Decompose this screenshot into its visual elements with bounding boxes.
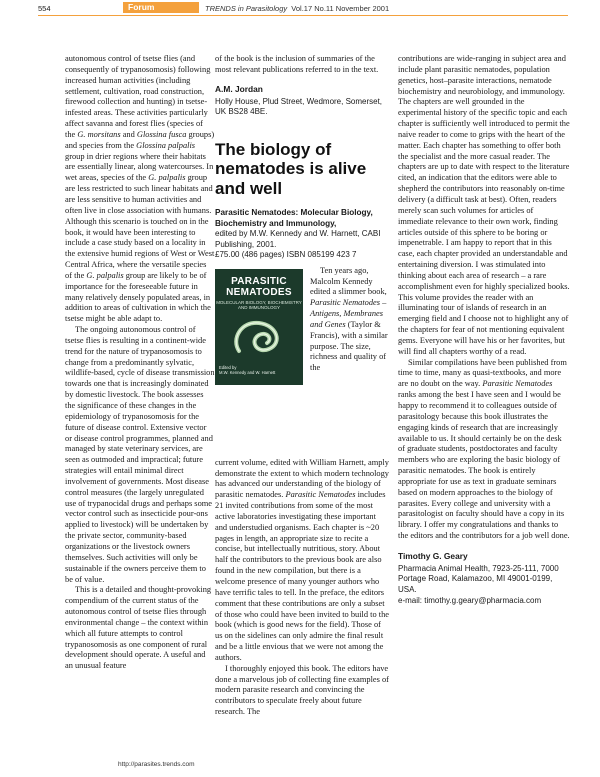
paragraph [215,458,390,664]
paragraph: contributions are wide-ranging in subject area and include plant parasitic nematodes, population genetics, host–parasite interactions, nematode biochemistry and neurobiology, and immunology. The chapters are well grounded in the experimental history of the specific topic and each chapter is sufficiently well introduced to permit the naive reader to come to grips with the heart of the matter. Each chapter has something to offer both the specialist and the more casual reader. The chapters are up to date with respect to the literature cited, an indication that the editors were able to shepherd the contributors into reasonably on-time delivery (a difficult task at best). Often, readers merely scan such volumes for articles of immediate relevance to their own work, finding articles outside of this sphere to be boring or impenetrable. I am happy to report that in this case, each chapter provided an understandable and entertaining diversion. I was stimulated into thinking about each area of research – a rare accomplishment even for highly specialized books. This volume provides the reader with an illuminating tour of islands of research in an emerging field and I choose not to highlight any of the chapters for fear of not mentioning equivalent gems. Everyone will have his or her favorites, but will find all chapters worthy of a read. [398,54,570,356]
text-run: group in drier regions where their habitats are essentially linear, along watercourses. In wet areas, species of the [65,151,214,183]
italic-term: G. palpalis [86,270,124,280]
nematode-illustration [229,315,289,359]
journal-issue: Vol.17 No.11 November 2001 [291,4,390,13]
text-run: Similar compilations have been published from time to time, many as quasi-textbooks, and more are no doubt on the way. [398,357,567,389]
journal-name: TRENDS in Parasitology [205,4,288,13]
text-run: and [120,129,137,139]
page-number: 554 [38,4,51,13]
italic-term: G. palpalis [148,173,186,183]
cover-editors [219,365,299,375]
paragraph [310,266,390,374]
column-3 [398,54,570,606]
italic-term: Glossina palpalis [136,140,196,150]
text-run: (Taylor & Francis), with a similar purpose. The size, richness and quality of the [310,319,388,373]
author-address: Holly House, Plud Street, Wedmore, Somerset, UK BS28 4BE. [215,96,383,117]
italic-term: G. morsitans [77,129,121,139]
author-signature: A.M. Jordan [215,83,263,94]
italic-term: Parasitic Nematodes [285,490,356,500]
column-2 [215,54,390,718]
text-run: group are less restricted to such linear habitats and are less sensitive to human activities and often live in close association with humans. Although this scenario is touched on in the book, it would have been interesting to include a case study based on a locality in the extensive humid regions of West or West Central Africa, where the versatile species of the [65,173,215,280]
book-cover-image [215,269,303,385]
section-tab [123,2,199,13]
paragraph: of the book is the inclusion of summaries of the most relevant publications referred to in the text. [215,54,379,74]
text-run: includes 21 invited contributions from some of the most active laboratories investigating these important and understudied organisms. Each chapter is ~20 pages in length, an appropriate size to recite a concise, but intellectually nutritious, story. About half the contributors to the previous book are also found in the new compilation, but there is a welcome presence of many younger authors who have terrific tales to tell. In the preface, the editors comment that these contributions are only a subset of those who could have been invited to build to the book (which is good news for the field). Those of us on the sidelines can only admire the final result and be a little envious that we were not among the authors. [215,490,389,662]
journal-info [205,4,389,13]
book-editors: edited by M.W. Kennedy and W. Harnett, CABI Publishing, 2001. [215,229,381,249]
text-run: group are likely to be of importance for the foreseeable future in many relatively densely populated areas, in addition to areas of cultivation in which the tsetse might be able adapt to. [65,270,211,324]
paragraph-beside-cover [310,266,390,374]
review-title: The biology of nematodes is alive and well [215,139,367,198]
cover-editors-names: M.W. Kennedy and W. Harnett [219,369,276,375]
column-1 [65,54,215,672]
italic-term: Glossina fusca [136,129,187,139]
footer-url: http://parasites.trends.com [118,761,195,768]
author-signature: Timothy G. Geary [398,550,468,561]
text-run: Ten years ago, Malcolm Kennedy edited a slimmer book, [310,265,387,297]
text-run: autonomous control of tsetse flies (and consequently of trypanosomosis) following increased human activities (including settlement, cultivation, road construction, firewood collection and hunting) in tsetse-infested areas. These activities particularly affect savanna and forest flies (species of the [65,54,211,139]
header-rule [38,15,568,16]
paragraph: I thoroughly enjoyed this book. The editors have done a marvelous job of collecting fine examples of modern parasite research and convincing the contributors to speculate freely about future research. The [215,663,389,717]
author-email: e-mail: timothy.g.geary@pharmacia.com [398,595,542,605]
text-run: ranks among the best I have seen and I would be happy to recommend it to colleagues outside of parasitology because this book illustrates the engaging kinds of research that are increasingly available to us. It should certainly be on the desk of graduate students, postdoctorates and faculty members who are exploring the basic biology of parasitic nematodes. The book is entirely appropriate for use as text in graduate seminars based on modern approaches to the biology of parasites. Every college and university with a parasitologist on faculty should have a copy in its library. I offer my congratulations and thanks to the editors and the contributors for a job well done. [398,390,570,541]
book-price-isbn: £75.00 (486 pages) ISBN 085199 423 7 [215,250,357,260]
paragraph: The ongoing autonomous control of tsetse flies is resulting in a continent-wide trend for the nature of trypanosomosis to change from a predominantly sylvatic, wildlife-based, cycle of disease transmission towards one that is increasingly dominated by domestic livestock. The book assesses the significance of these changes in the epidemiology of trypanosomosis for the future of disease control. Extensive vector or disease control programmes, planned and managed by state veterinary services, are seen as outmoded and impractical; future strategies will entail minimal direct involvement of governments. Most disease control measures (the largely unregulated use of trypanocidal drugs and perhaps some vector control such as insecticide pour-ons applied to livestock) will be undertaken by the private sector, community-based organizations or the livestock owners themselves. Such activities will only be sustainable if the owners perceive them to be of value. [65,325,215,584]
cover-title: PARASITIC NEMATODES [226,275,292,298]
book-title: Parasitic Nematodes: Molecular Biology, Biochemistry and Immunology, [215,208,373,228]
text-run: current volume, edited with William Harnett, amply demonstrate the extent to which modern technology has advanced our understanding of the biology of parasitic nematodes. [215,457,389,500]
text-run: groups) and species from the [65,129,215,150]
italic-term: Parasitic Nematodes – Antigens, Membranes and Genes [310,298,387,329]
paragraph [398,358,570,542]
section-label: Forum [128,2,155,12]
page-header [0,0,600,20]
author-address: Pharmacia Animal Health, 7923-25-111, 7000 Portage Road, Kalamazoo, MI 49001-0199, USA. [398,563,559,594]
cover-subtitle: MOLECULAR BIOLOGY, BIOCHEMISTRY AND IMMUNOLOGY [216,299,302,311]
italic-term: Parasitic Nematodes [482,379,553,389]
paragraph: This is a detailed and thought-provoking compendium of the current status of the autonomous control of tsetse flies through environmental change – the context within which all future attempts to control trypanosomosis as one component of rural development should operate. A useful and an unusual feature [65,585,212,671]
paragraph [65,54,215,325]
cover-editors-label: Edited by [219,364,237,370]
cover-row [215,266,390,458]
